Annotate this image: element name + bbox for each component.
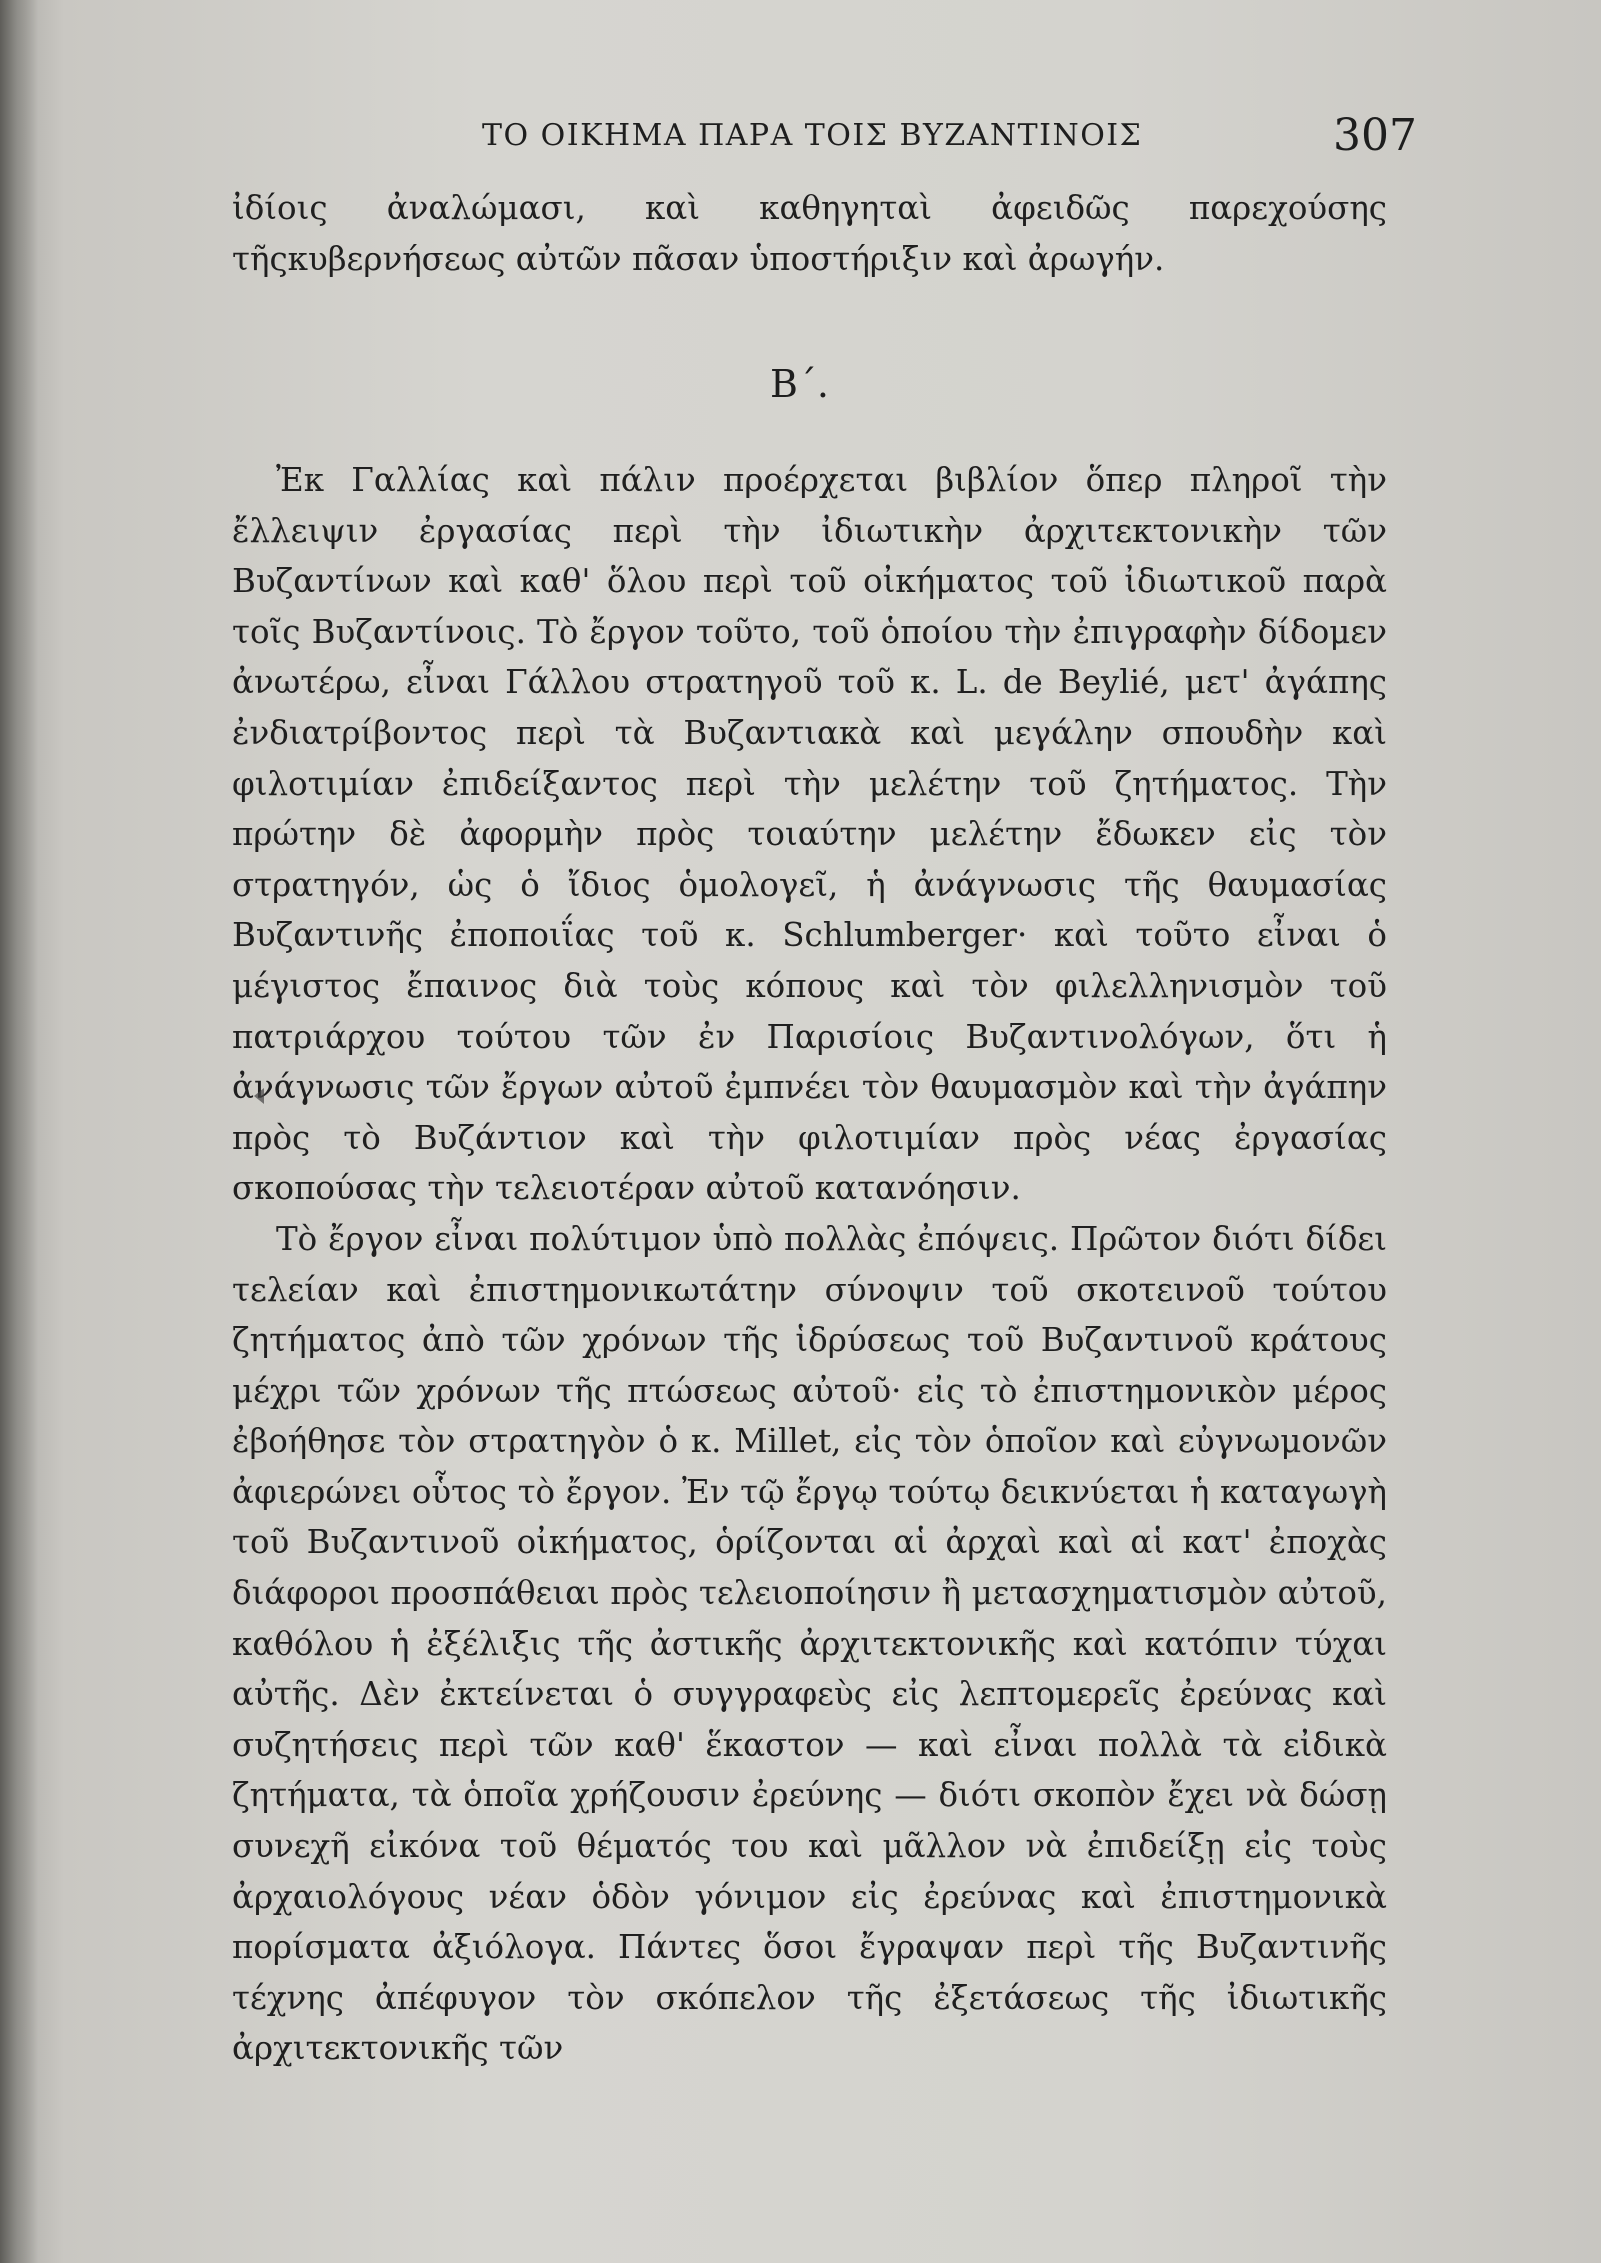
binding-shadow — [0, 0, 38, 2263]
page-number: 307 — [1333, 110, 1417, 161]
body-text — [232, 455, 1387, 2074]
running-title: ΤΟ ΟΙΚΗΜΑ ΠΑΡΑ ΤΟΙΣ ΒΥΖΑΝΤΙΝΟΙΣ — [482, 118, 1143, 153]
paragraph: Ἐκ Γαλλίας καὶ πάλιν προέρχεται βιβλίον ὅπερ πληροῖ τὴν ἔλλειψιν ἐργασίας περὶ τὴν ἰδιωτικὴν ἀρχιτεκτονικὴν τῶν Βυζαντίνων καὶ καθ' ὅλου περὶ τοῦ οἰκήματος τοῦ ἰδιωτικοῦ παρὰ τοῖς Βυζαντίνοις. Τὸ ἔργον τοῦτο, τοῦ ὁποίου τὴν ἐπιγραφὴν δίδομεν ἀνωτέρω, εἶναι Γάλλου στρατηγοῦ τοῦ κ. L. de Beylié, μετ' ἀγάπης ἐνδιατρίβοντος περὶ τὰ Βυζαντιακὰ καὶ μεγάλην σπουδὴν καὶ φιλοτιμίαν ἐπιδείξαντος περὶ τὴν μελέτην τοῦ ζητήματος. Τὴν πρώτην δὲ ἀφορμὴν πρὸς τοιαύτην μελέτην ἔδωκεν εἰς τὸν στρατηγόν, ὡς ὁ ἴδιος ὁμολογεῖ, ἡ ἀνάγνωσις τῆς θαυμασίας Βυζαντινῆς ἐποποιΐας τοῦ κ. Schlumberger· καὶ τοῦτο εἶναι ὁ μέγιστος ἔπαινος διὰ τοὺς κόπους καὶ τὸν φιλελληνισμὸν τοῦ πατριάρχου τούτου τῶν ἐν Παρισίοις Βυζαντινολόγων, ὅτι ἡ ἀνάγνωσις τῶν ἔργων αὐτοῦ ἐμπνέει τὸν θαυμασμὸν καὶ τὴν ἀγάπην πρὸς τὸ Βυζάντιον καὶ τὴν φιλοτιμίαν πρὸς νέας ἐργασίας σκοπούσας τὴν τελειοτέραν αὐτοῦ κατανόησιν. — [232, 461, 1387, 1208]
section-heading: Β΄. — [770, 362, 830, 406]
paragraph: Τὸ ἔργον εἶναι πολύτιμον ὑπὸ πολλὰς ἐπόψεις. Πρῶτον διότι δίδει τελείαν καὶ ἐπιστημονικωτάτην σύνοψιν τοῦ σκοτεινοῦ τούτου ζητήματος ἀπὸ τῶν χρόνων τῆς ἱδρύσεως τοῦ Βυζαντινοῦ κράτους μέχρι τῶν χρόνων τῆς πτώσεως αὐτοῦ· εἰς τὸ ἐπιστημονικὸν μέρος ἐβοήθησε τὸν στρατηγὸν ὁ κ. Millet, εἰς τὸν ὁποῖον καὶ εὐγνωμονῶν ἀφιερώνει οὗτος τὸ ἔργον. Ἐν τῷ ἔργῳ τούτῳ δεικνύεται ἡ καταγωγὴ τοῦ Βυζαντινοῦ οἰκήματος, ὁρίζονται αἱ ἀρχαὶ καὶ αἱ κατ' ἐποχὰς διάφοροι προσπάθειαι πρὸς τελειοποίησιν ἢ μετασχηματισμὸν αὐτοῦ, καθόλου ἡ ἐξέλιξις τῆς ἀστικῆς ἀρχιτεκτονικῆς καὶ κατόπιν τύχαι αὐτῆς. Δὲν ἐκτείνεται ὁ συγγραφεὺς εἰς λεπτομερεῖς ἐρεύνας καὶ συζητήσεις περὶ τῶν καθ' ἕκαστον — καὶ εἶναι πολλὰ τὰ εἰδικὰ ζητήματα, τὰ ὁποῖα χρήζουσιν ἐρεύνης — διότι σκοπὸν ἔχει νὰ δώσῃ συνεχῆ εἰκόνα τοῦ θέματός του καὶ μᾶλλον νὰ ἐπιδείξῃ εἰς τοὺς ἀρχαιολόγους νέαν ὁδὸν γόνιμον εἰς ἐρεύνας καὶ ἐπιστημονικὰ πορίσματα ἀξιόλογα. Πάντες ὅσοι ἔγραψαν περὶ τῆς Βυζαντινῆς τέχνης ἀπέφυγον τὸν σκόπελον τῆς ἐξετάσεως τῆς ἰδιωτικῆς ἀρχιτεκτονικῆς τῶν — [232, 1219, 1387, 2068]
margin-pencil-mark — [254, 1088, 264, 1104]
opening-paragraph: ἰδίοις ἀναλώμασι, καὶ καθηγηταὶ ἀφειδῶς παρεχούσης τῆςκυβερνήσεως αὐτῶν πᾶσαν ὑποστήριξιν καὶ ἀρωγήν. — [232, 189, 1387, 278]
